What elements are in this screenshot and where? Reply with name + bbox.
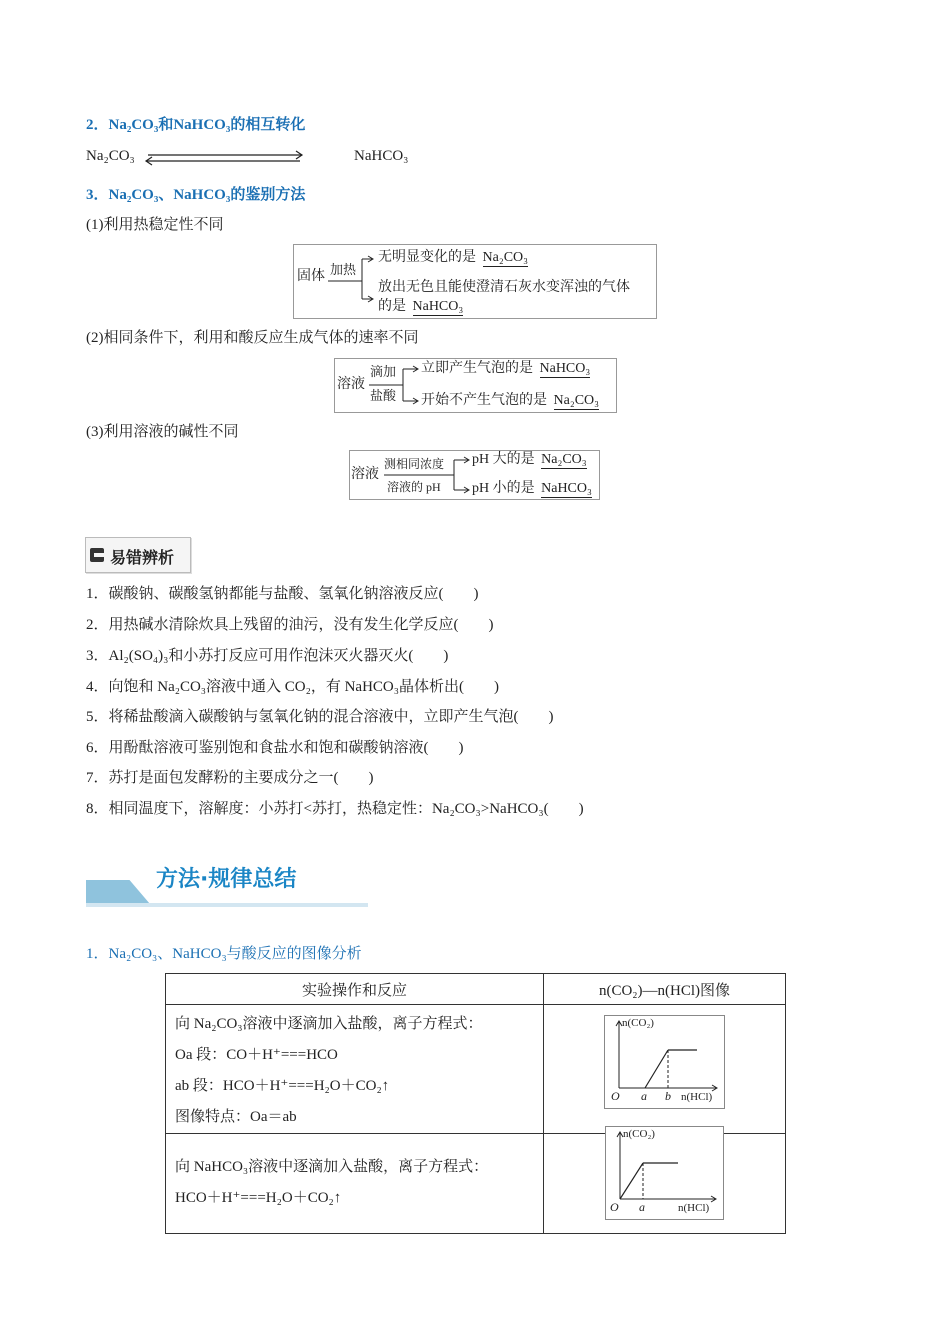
banner-decoration xyxy=(86,880,150,904)
row1-line: ab 段：HCO＋H⁺===H₂O＋CO₂↑ xyxy=(175,1078,390,1094)
method3-branch1-answer: Na₂CO₃ xyxy=(541,452,587,467)
method1-branch2-line2 xyxy=(378,297,463,317)
method3-operation-1: 测相同浓度 xyxy=(384,457,445,471)
banner-underline xyxy=(86,903,368,907)
method1-diagram xyxy=(293,244,657,319)
method1-branch1-text: 无明显变化的是 xyxy=(378,250,476,265)
pitfall-item: 4．向饱和 Na₂CO₃溶液中通入 CO₂，有 NaHCO₃晶体析出( ) xyxy=(86,679,499,695)
table-row2-text xyxy=(166,1134,544,1234)
conversion-right-compound: NaHCO₃ xyxy=(354,148,409,164)
method2-branch2 xyxy=(421,391,599,411)
conversion-left-compound: Na₂CO₃ xyxy=(86,148,135,164)
pitfall-tag xyxy=(85,537,191,573)
graph-na2co3 xyxy=(604,1015,725,1109)
method2-title: (2)相同条件下，利用和酸反应生成气体的速率不同 xyxy=(86,330,419,346)
method2-branch2-text: 开始不产生气泡的是 xyxy=(421,393,547,408)
table-header-graph: n(CO₂)—n(HCl)图像 xyxy=(544,974,786,1005)
method3-branch1 xyxy=(472,450,587,470)
method-heading: 1．Na₂CO₃、NaHCO₃与酸反应的图像分析 xyxy=(86,946,362,962)
section-heading-identification: 3．Na₂CO₃、NaHCO₃的鉴别方法 xyxy=(86,187,306,203)
pitfall-item: 8．相同温度下，溶解度：小苏打<苏打，热稳定性：Na₂CO₃>NaHCO₃( ) xyxy=(86,801,584,817)
method3-branch2 xyxy=(472,479,592,499)
pitfall-item: 1．碳酸钠、碳酸氢钠都能与盐酸、氢氧化钠溶液反应( ) xyxy=(86,586,479,602)
method3-diagram xyxy=(349,450,600,500)
pitfall-item: 3．Al₂(SO₄)₃和小苏打反应可用作泡沫灭火器灭火( ) xyxy=(86,648,449,664)
graph1-tick-a: a xyxy=(641,1089,647,1103)
method3-branch1-text: pH 大的是 xyxy=(472,452,535,467)
row2-line: 向 NaHCO₃溶液中逐滴加入盐酸，离子方程式： xyxy=(175,1159,489,1175)
method1-branch2-line1: 放出无色且能使澄清石灰水变浑浊的气体 xyxy=(378,280,630,295)
method2-branch1 xyxy=(421,359,590,379)
graph-nahco3 xyxy=(605,1126,724,1220)
table-row1-text xyxy=(166,1005,544,1134)
method3-title: (3)利用溶液的碱性不同 xyxy=(86,424,239,440)
row1-line: 图像特点：Oa＝ab xyxy=(175,1109,297,1125)
graph2-xlabel: n(HCl) xyxy=(678,1202,710,1214)
method2-branch-lines xyxy=(367,362,423,410)
row1-line: 向 Na₂CO₃溶液中逐滴加入盐酸，离子方程式： xyxy=(175,1016,483,1032)
method2-subject: 溶液 xyxy=(337,377,365,392)
graph1-origin: O xyxy=(611,1089,620,1103)
graph2-ylabel: n(CO₂) xyxy=(623,1128,655,1140)
graph1-xlabel: n(HCl) xyxy=(681,1091,713,1103)
method2-branch1-answer: NaHCO₃ xyxy=(539,361,591,376)
method3-subject: 溶液 xyxy=(351,467,379,482)
pitfall-item: 5．将稀盐酸滴入碳酸钠与氢氧化钠的混合溶液中，立即产生气泡( ) xyxy=(86,709,554,725)
table-header-operation: 实验操作和反应 xyxy=(166,974,544,1005)
section-heading-conversion: 2．Na₂CO₃和NaHCO₃的相互转化 xyxy=(86,117,306,133)
method2-branch2-answer: Na₂CO₃ xyxy=(553,393,600,408)
method1-branch1 xyxy=(378,248,528,268)
method2-diagram xyxy=(334,358,617,413)
graph2-origin: O xyxy=(610,1200,619,1214)
banner-title: 方法·规律总结 xyxy=(156,867,297,892)
method2-operation-1: 滴加 xyxy=(370,364,397,379)
method3-branch-lines xyxy=(382,453,474,497)
row2-line: HCO＋H⁺===H₂O＋CO₂↑ xyxy=(175,1190,342,1206)
method1-branch1-answer: Na₂CO₃ xyxy=(482,250,529,265)
pitfall-item: 6．用酚酞溶液可鉴别饱和食盐水和饱和碳酸钠溶液( ) xyxy=(86,740,464,756)
method1-branch-lines xyxy=(326,251,376,311)
method3-branch2-text: pH 小的是 xyxy=(472,481,535,496)
reversible-arrow-icon xyxy=(142,150,306,166)
pitfall-tag-label: 易错辨析 xyxy=(110,548,175,567)
pitfall-icon xyxy=(90,548,104,562)
graph1-tick-b: b xyxy=(665,1089,671,1103)
graph2-tick-a: a xyxy=(639,1200,645,1214)
method3-operation-2: 溶液的 pH xyxy=(387,480,441,494)
pitfall-item: 7．苏打是面包发酵粉的主要成分之一( ) xyxy=(86,770,374,786)
method2-operation-2: 盐酸 xyxy=(370,388,397,403)
method1-subject: 固体 xyxy=(297,269,325,284)
method1-title: (1)利用热稳定性不同 xyxy=(86,217,224,233)
method2-branch1-text: 立即产生气泡的是 xyxy=(421,361,533,376)
method3-branch2-answer: NaHCO₃ xyxy=(541,481,592,496)
row1-line: Oa 段：CO＋H⁺===HCO xyxy=(175,1047,338,1063)
pitfall-item: 2．用热碱水清除炊具上残留的油污，没有发生化学反应( ) xyxy=(86,617,494,633)
method1-branch2-text: 的是 xyxy=(378,299,406,314)
method1-operation: 加热 xyxy=(330,262,357,277)
graph1-ylabel: n(CO₂) xyxy=(622,1017,654,1029)
method1-branch2-answer: NaHCO₃ xyxy=(412,299,464,314)
